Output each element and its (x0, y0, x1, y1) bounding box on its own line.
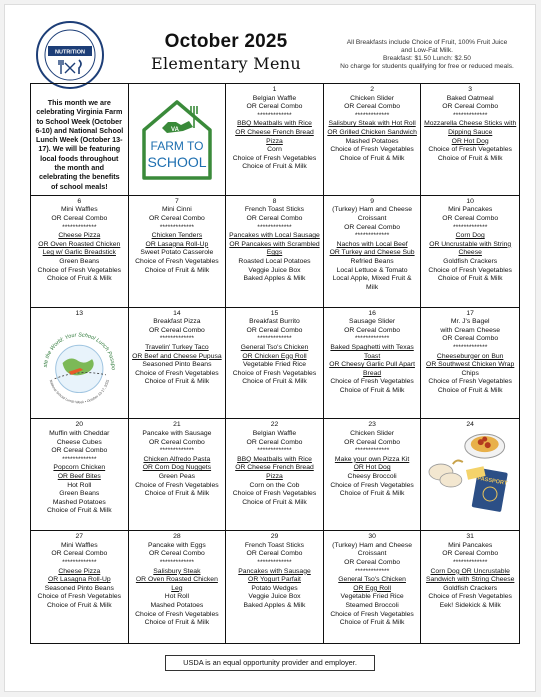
food-art-cell (421, 419, 519, 531)
menu-item: ************* (159, 335, 195, 343)
menu-item: Baked Oatmeal (446, 94, 494, 102)
menu-item: OR Lasagna Roll-Up (145, 240, 209, 248)
menu-item: Local Apple, Mixed Fruit & Milk (332, 275, 412, 291)
day-number: 17 (466, 309, 474, 317)
day-cell (324, 84, 422, 196)
day-number: 27 (75, 533, 84, 541)
menu-item: Vegetable Fried Rice (340, 593, 404, 601)
usda-footer: USDA is an equal opportunity provider and employer. (165, 655, 375, 671)
day-number: 23 (368, 421, 376, 429)
menu-item: Hot Roll (164, 593, 189, 601)
menu-item: Nachos with Local Beef (336, 240, 408, 248)
menu-item: Green Peas (158, 472, 196, 480)
menu-item: Hot Roll (67, 481, 92, 489)
menu-item: Corn Dog (455, 232, 485, 240)
menu-item: OR Cereal Combo (51, 214, 108, 222)
menu-item: (Turkey) Ham and Cheese Croissant (332, 541, 413, 558)
menu-item: OR Cheese French Bread Pizza (235, 464, 314, 480)
menu-item: Make your own Pizza Kit (334, 455, 410, 463)
menu-item: OR Cereal Combo (442, 550, 499, 558)
day-cell (129, 531, 227, 643)
day-number: 7 (175, 197, 179, 205)
menu-item: Choice of Fruit & Milk (339, 490, 405, 498)
menu-item: Cheese Cubes (56, 438, 102, 446)
menu-item: Chicken Tenders (151, 232, 203, 240)
menu-item: ************* (354, 111, 390, 119)
menu-item: Cheesy Broccoli (347, 472, 397, 480)
menu-item: Roasted Local Potatoes (238, 257, 311, 265)
menu-item: Chicken Slider (350, 94, 394, 102)
menu-item: Mini Pancakes (448, 541, 493, 549)
menu-item: Pancake with Sausage (142, 429, 212, 437)
menu-item: Breakfast Burrito (249, 318, 300, 326)
menu-item: OR Cereal Combo (51, 447, 108, 455)
menu-title-block (141, 31, 311, 73)
menu-item: OR Cereal Combo (344, 103, 401, 111)
menu-item: ************* (257, 335, 292, 343)
menu-item: Travelin' Turkey Taco (145, 343, 209, 351)
menu-item: Choice of Fruit & Milk (339, 386, 405, 394)
day-number: 24 (466, 421, 474, 429)
menu-item: Choice of Fresh Vegetables (232, 490, 317, 498)
menu-item: Belgian Waffle (252, 94, 297, 102)
menu-item: OR Grilled Chicken Sandwich (327, 128, 417, 136)
menu-item: ************* (257, 223, 292, 231)
day-cell (129, 196, 227, 308)
menu-item: Choice of Fresh Vegetables (135, 481, 219, 489)
menu-item: Choice of Fresh Vegetables (135, 610, 219, 618)
menu-item: ************* (452, 558, 488, 566)
menu-item: OR Cereal Combo (246, 214, 303, 222)
day-number: 15 (270, 309, 279, 317)
day-number: 20 (75, 421, 84, 429)
menu-item: BBQ Meatballs with Rice (237, 120, 312, 128)
menu-item: Green Beans (59, 257, 100, 265)
menu-item: OR Oven Roasted Chicken Leg w/ Garlic Breadstick (38, 240, 121, 257)
menu-item: General Tso's Chicken (240, 343, 309, 351)
menu-item: General Tso's Chicken (338, 576, 406, 584)
svg-text:NUTRITION: NUTRITION (55, 49, 85, 56)
day-cell (129, 308, 227, 420)
district-logo (34, 19, 106, 91)
day-cell (31, 531, 129, 643)
menu-item: Corn on the Cob (249, 481, 300, 489)
day-cell (421, 308, 519, 420)
menu-item: Corn Dog OR Uncrustable Sandwich with String Cheese (425, 567, 515, 584)
day-number: 6 (77, 197, 82, 205)
menu-item: Sweet Potato Casserole (140, 249, 214, 257)
menu-item: Choice of Fruit & Milk (47, 275, 112, 283)
day-cell (226, 531, 324, 643)
menu-item: Choice of Fresh Vegetables (135, 369, 219, 377)
menu-item: Choice of Fresh Vegetables (135, 257, 219, 265)
menu-item: Veggie Juice Box (248, 593, 301, 601)
note-line-4: No charge for students qualifying for free or reduced meals. (340, 63, 514, 70)
menu-item: ************* (159, 223, 195, 231)
menu-item: Chicken Slider (350, 429, 394, 437)
day-cell (421, 196, 519, 308)
menu-item: with Cream Cheese (440, 326, 501, 334)
menu-item: Choice of Fresh Vegetables (330, 378, 414, 386)
menu-item: OR Cereal Combo (51, 550, 108, 558)
day-cell (421, 84, 519, 196)
menu-item: Mashed Potatoes (52, 498, 106, 506)
farm-to-school-cell (129, 84, 227, 196)
promo-text: This month we are celebrating Virginia Farm to School Week (October 6-10) and National School Lunch Week (October 13-17). We will be featuring local foods throughout the month and celebrating the benefits of school meals! (35, 98, 124, 191)
farm-logo-line-1: FARM TO (150, 139, 204, 154)
day-cell (421, 531, 519, 643)
menu-item: OR Cereal Combo (442, 335, 499, 343)
day-number: 14 (173, 309, 181, 317)
day-number: 9 (370, 197, 374, 205)
menu-item: Choice of Fresh Vegetables (428, 146, 512, 154)
menu-item: Choice of Fruit & Milk (242, 498, 307, 506)
menu-item: ************* (159, 447, 195, 455)
day-cell (226, 196, 324, 308)
menu-item: Choice of Fruit & Milk (242, 378, 307, 386)
day-number: 16 (368, 309, 376, 317)
menu-item: Sausage Slider (349, 318, 396, 326)
menu-item: OR Turkey and Cheese Sub (329, 249, 415, 257)
menu-item: Choice of Fruit & Milk (437, 386, 503, 394)
menu-item: Choice of Fresh Vegetables (232, 154, 317, 162)
menu-item: Baked Spaghetti with Texas Toast (330, 343, 414, 360)
day-number: 2 (370, 86, 374, 93)
menu-item: Baked Apples & Milk (243, 601, 306, 609)
menu-item: Seasoned Pinto Beans (142, 361, 212, 369)
menu-item: Muffin with Cheddar (49, 429, 110, 437)
menu-item: OR Egg Roll (353, 584, 391, 592)
menu-item: OR Cereal Combo (442, 214, 499, 222)
menu-item: OR Yogurt Parfait (248, 576, 301, 584)
menu-item: OR Corn Dog Nuggets (142, 464, 212, 472)
day-cell (226, 308, 324, 420)
menu-item: ************* (62, 223, 97, 231)
menu-item: Eek! Sidekick & Milk (439, 601, 501, 609)
menu-item: ************* (257, 447, 292, 455)
menu-subtitle: Elementary Menu (151, 54, 301, 73)
day-cell (226, 419, 324, 531)
day-number: 22 (270, 421, 279, 429)
day-cell (129, 419, 227, 531)
menu-item: Mashed Potatoes (150, 601, 204, 609)
menu-item: Choice of Fruit & Milk (339, 154, 405, 162)
menu-item: ************* (62, 558, 97, 566)
food-illustration (423, 424, 517, 528)
menu-item: ************* (62, 455, 97, 463)
menu-item: BBQ Meatballs with Rice (237, 455, 312, 463)
menu-item: Pancakes with Local Sausage (229, 232, 320, 240)
menu-item: Mini Waffles (60, 541, 98, 549)
day-cell (324, 531, 422, 643)
menu-item: Steamed Broccoli (345, 601, 399, 609)
menu-item: Pancake with Eggs (147, 541, 206, 549)
menu-item: OR Beef Bites (57, 472, 101, 480)
menu-item: Choice of Fresh Vegetables (232, 369, 317, 377)
menu-item: OR Cereal Combo (344, 558, 401, 566)
menu-item: OR Cereal Combo (246, 103, 303, 111)
menu-item: OR Cereal Combo (148, 326, 205, 334)
menu-item: Seasoned Pinto Beans (44, 584, 114, 592)
farm-logo-line-2: SCHOOL (147, 154, 207, 171)
day-number: 31 (466, 533, 474, 541)
day-cell (226, 84, 324, 196)
day-number: 3 (468, 86, 473, 93)
day-number: 1 (272, 86, 277, 93)
menu-item: Refried Beans (350, 257, 394, 265)
menu-item: OR Cereal Combo (148, 438, 205, 446)
menu-item: Choice of Fresh Vegetables (330, 481, 414, 489)
menu-item: ************* (452, 343, 488, 351)
menu-item: OR Chicken Egg Roll (242, 352, 307, 360)
menu-item: Corn (267, 146, 282, 154)
menu-item: Local Lettuce & Tomato (336, 266, 408, 274)
menu-item: Chips (461, 369, 479, 377)
menu-item: Choice of Fresh Vegetables (330, 146, 414, 154)
menu-item: Popcorn Chicken (53, 464, 106, 472)
menu-item: ************* (257, 111, 292, 119)
menu-item: Choice of Fruit & Milk (437, 275, 503, 283)
menu-item: Choice of Fresh Vegetables (428, 593, 512, 601)
menu-item: OR Beef and Cheese Pupusa (132, 352, 222, 360)
farm-to-school-logo (132, 90, 222, 190)
menu-item: Mini Pancakes (448, 206, 493, 214)
menu-item: OR Hot Dog (451, 137, 489, 145)
note-line-3: Breakfast: $1.50 Lunch: $2.50 (383, 55, 471, 62)
day-cell (31, 419, 129, 531)
school-lunch-week-logo (33, 317, 126, 411)
day-number: 10 (466, 197, 474, 205)
menu-item: Choice of Fresh Vegetables (37, 266, 122, 274)
pricing-note (327, 39, 527, 71)
day-cell (324, 308, 422, 420)
menu-item: Choice of Fruit & Milk (47, 507, 112, 515)
menu-item: Goldfish Crackers (443, 584, 498, 592)
menu-item: Choice of Fruit & Milk (144, 619, 210, 627)
menu-item: Mozzarella Cheese Sticks with Dipping Sauce (424, 120, 517, 136)
menu-item: (Turkey) Ham and Cheese Croissant (332, 206, 413, 222)
note-line-2: and Low-Fat Milk. (400, 47, 454, 54)
menu-item: Choice of Fresh Vegetables (428, 266, 512, 274)
menu-item: Belgian Waffle (252, 429, 297, 437)
day-number: 8 (272, 197, 277, 205)
day-number: 21 (173, 421, 181, 429)
menu-item: OR Oven Roasted Chicken Leg (135, 576, 218, 592)
menu-item: Chicken Alfredo Pasta (143, 455, 211, 463)
menu-item: Choice of Fruit & Milk (242, 163, 307, 171)
menu-item: Choice of Fruit & Milk (47, 601, 112, 609)
passport-label: PASSPORT (477, 475, 509, 487)
menu-item: Green Beans (59, 490, 100, 498)
nslw-arc-bottom: National School Lunch Week • October 13-17, 2025 (48, 379, 110, 405)
menu-item: Mini Cinni (161, 206, 192, 214)
nslw-arc-top: ste the World: Your School Lunch Passpo (42, 332, 116, 371)
menu-item: Salisbury Steak with Hot Roll (328, 120, 416, 128)
menu-item: ************* (354, 567, 390, 575)
menu-item: OR Cereal Combo (344, 438, 401, 446)
menu-item: OR Lasagna Roll-Up (47, 576, 111, 584)
day-cell (31, 196, 129, 308)
menu-item: ************* (452, 111, 488, 119)
menu-item: OR Cereal Combo (344, 326, 401, 334)
menu-item: OR Cheese French Bread Pizza (235, 128, 314, 145)
menu-item: OR Cereal Combo (246, 438, 303, 446)
menu-item: Choice of Fresh Vegetables (330, 610, 414, 618)
menu-item: Veggie Juice Box (248, 266, 301, 274)
menu-item: OR Cereal Combo (148, 550, 205, 558)
menu-item: OR Uncrustable with String Cheese (429, 240, 512, 257)
menu-item: Choice of Fruit & Milk (144, 266, 210, 274)
menu-month-title: October 2025 (164, 31, 288, 52)
menu-item: OR Cereal Combo (246, 550, 303, 558)
menu-item: OR Cereal Combo (344, 223, 401, 231)
menu-item: ************* (354, 232, 390, 240)
menu-item: ************* (354, 335, 390, 343)
menu-item: Choice of Fruit & Milk (339, 619, 405, 627)
menu-item: OR Southwest Chicken Wrap (426, 361, 515, 369)
day-number: 29 (270, 533, 279, 541)
menu-item: Cheese Pizza (58, 567, 101, 575)
menu-item: Choice of Fresh Vegetables (428, 378, 512, 386)
menu-item: Breakfast Pizza (153, 318, 201, 326)
menu-item: OR Hot Dog (353, 464, 391, 472)
menu-item: Mashed Potatoes (345, 137, 399, 145)
menu-item: Potato Wedges (251, 584, 298, 592)
menu-item: OR Pancakes with Scrambled Eggs (229, 240, 320, 257)
menu-item: Vegetable Fried Rice (242, 361, 307, 369)
menu-item: Choice of Fruit & Milk (144, 490, 210, 498)
menu-item: OR Cheesy Garlic Pull Apart Bread (329, 361, 415, 377)
menu-calendar-grid (30, 83, 520, 644)
school-lunch-week-cell (31, 308, 129, 420)
day-cell (324, 419, 422, 531)
menu-item: French Toast Sticks (244, 541, 305, 549)
menu-item: Cheese Pizza (58, 232, 101, 240)
menu-item: ************* (257, 558, 292, 566)
menu-item: OR Cereal Combo (442, 103, 499, 111)
menu-page (4, 4, 536, 692)
day-number: 13 (75, 309, 84, 317)
menu-item: Mr. J's Bagel (450, 318, 490, 326)
menu-item: Cheeseburger on Bun (436, 352, 504, 360)
farm-logo-state: VA (170, 127, 179, 134)
day-cell (324, 196, 422, 308)
menu-item: OR Cereal Combo (246, 326, 303, 334)
menu-item: ************* (452, 223, 488, 231)
day-number: 30 (368, 533, 376, 541)
menu-item: Baked Apples & Milk (243, 275, 306, 283)
menu-item: Choice of Fresh Vegetables (37, 593, 122, 601)
menu-item: OR Cereal Combo (148, 214, 205, 222)
menu-item: ************* (354, 447, 390, 455)
promo-cell (31, 84, 129, 196)
menu-item: Goldfish Crackers (443, 257, 498, 265)
menu-item: Choice of Fruit & Milk (437, 154, 503, 162)
menu-item: ************* (159, 558, 195, 566)
menu-item: Choice of Fruit & Milk (144, 378, 210, 386)
day-number: 28 (173, 533, 181, 541)
note-line-1: All Breakfasts include Choice of Fruit, 100% Fruit Juice (346, 39, 508, 46)
menu-item: Pancakes with Sausage (238, 567, 311, 575)
menu-item: French Toast Sticks (244, 206, 305, 214)
menu-item: Salisbury Steak (153, 567, 201, 575)
menu-item: Mini Waffles (60, 206, 98, 214)
